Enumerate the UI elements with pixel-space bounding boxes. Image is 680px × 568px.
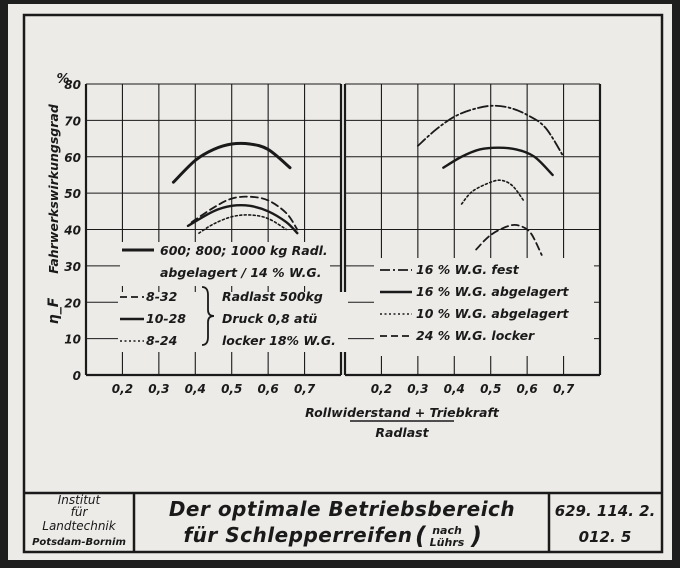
x-axis-title-denominator: Radlast bbox=[375, 425, 429, 440]
y-tick-label: 60 bbox=[64, 150, 81, 165]
x-tick-label: 0,3 bbox=[148, 382, 170, 396]
chart bbox=[8, 4, 672, 560]
x-tick-label: 0,5 bbox=[480, 382, 502, 396]
legend-top-line-1: 600; 800; 1000 kg Radl. bbox=[160, 243, 328, 258]
ident-line-2: 012. 5 bbox=[578, 528, 632, 546]
note-word-2: Lührs bbox=[429, 536, 465, 549]
institute-line-3: Landtechnik bbox=[42, 519, 116, 533]
x-tick-label: 0,7 bbox=[293, 382, 316, 396]
x-axis-title-numerator: Rollwiderstand + Triebkraft bbox=[305, 405, 499, 420]
note-paren-close: ) bbox=[471, 522, 482, 550]
series-line-panel2-solid bbox=[443, 148, 552, 175]
institute-line-4: Potsdam-Bornim bbox=[32, 537, 126, 548]
legend-group-text: Druck 0,8 atü bbox=[222, 311, 318, 326]
slide bbox=[8, 4, 672, 560]
x-tick-label: 0,7 bbox=[552, 382, 575, 396]
x-tick-label: 0,6 bbox=[257, 382, 279, 396]
y-tick-label: 30 bbox=[64, 259, 81, 274]
x-tick-label: 0,2 bbox=[111, 382, 134, 396]
legend-group-item: 8-24 bbox=[146, 333, 178, 348]
y-tick-label: 50 bbox=[64, 187, 81, 202]
x-tick-label: 0,2 bbox=[370, 382, 393, 396]
x-tick-label: 0,6 bbox=[516, 382, 538, 396]
x-tick-label: 0,5 bbox=[221, 382, 243, 396]
legend-group-item: 10-28 bbox=[146, 311, 186, 326]
legend-right-label: 24 % W.G. locker bbox=[416, 328, 535, 343]
legend-group-text: Radlast 500kg bbox=[222, 289, 323, 304]
series-line-panel1-dotted bbox=[199, 215, 286, 233]
legend-right-label: 16 % W.G. fest bbox=[416, 262, 519, 277]
note-paren-open: ( bbox=[415, 522, 426, 550]
legend-group-text: locker 18% W.G. bbox=[222, 333, 336, 348]
footer-title-line-2: für Schlepperreifen bbox=[183, 523, 413, 547]
y-tick-label: 70 bbox=[64, 114, 81, 129]
y-tick-label: 80 bbox=[64, 78, 81, 92]
y-tick-label: 40 bbox=[64, 223, 81, 238]
institute-line-1: Institut bbox=[57, 493, 101, 507]
ident-line-1: 629. 114. 2. bbox=[554, 502, 656, 520]
y-unit: % bbox=[56, 72, 70, 87]
legend-right-label: 10 % W.G. abgelagert bbox=[416, 306, 569, 321]
footer-title-line-1: Der optimale Betriebsbereich bbox=[168, 497, 516, 521]
legend-group-item: 8-32 bbox=[146, 289, 178, 304]
legend-right-label: 16 % W.G. abgelagert bbox=[416, 284, 569, 299]
y-tick-label: 10 bbox=[64, 332, 81, 347]
y-symbol: η_F bbox=[46, 297, 62, 325]
note-word-1: nach bbox=[432, 524, 462, 537]
x-tick-label: 0,3 bbox=[407, 382, 429, 396]
x-tick-label: 0,4 bbox=[443, 382, 465, 396]
legend-top-line-2: abgelagert / 14 % W.G. bbox=[160, 265, 322, 280]
y-tick-label: 0 bbox=[72, 369, 81, 383]
institute-line-2: für bbox=[70, 505, 88, 519]
x-tick-label: 0,4 bbox=[184, 382, 206, 396]
y-tick-label: 20 bbox=[64, 296, 81, 311]
series-line-panel2-dotted bbox=[462, 180, 524, 204]
y-axis-title: Fahrwerkswirkungsgrad bbox=[46, 104, 61, 274]
